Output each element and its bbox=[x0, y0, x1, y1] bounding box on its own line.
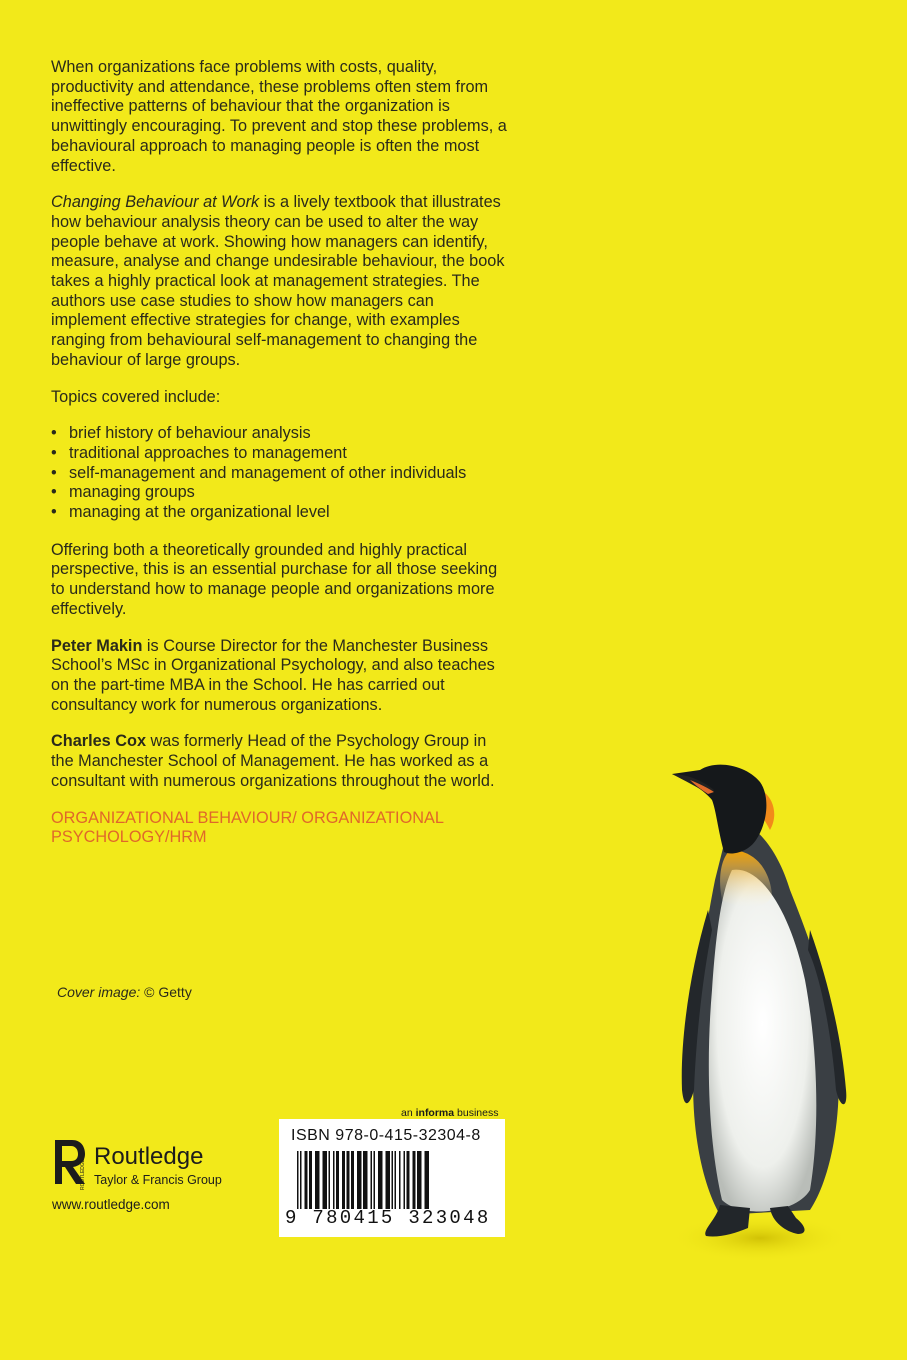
barcode-bar bbox=[413, 1151, 416, 1209]
blurb-column bbox=[51, 58, 511, 865]
barcode-bar bbox=[378, 1151, 383, 1209]
routledge-logo-icon bbox=[52, 1138, 88, 1192]
barcode-bars bbox=[293, 1151, 493, 1211]
author-bio-makin bbox=[51, 637, 511, 716]
topics-list bbox=[51, 424, 511, 523]
barcode-bar bbox=[371, 1151, 373, 1209]
logo-lettering: ROUTLEDGE bbox=[80, 1158, 86, 1190]
barcode-bar bbox=[392, 1151, 394, 1209]
author-bio-cox bbox=[51, 732, 511, 791]
barcode-bar bbox=[425, 1151, 430, 1209]
list-item: • self-management and management of other individuals bbox=[51, 464, 511, 484]
barcode-bar bbox=[386, 1151, 391, 1209]
barcode bbox=[279, 1119, 505, 1237]
barcode-bar bbox=[333, 1151, 335, 1209]
cover-credit-label: Cover image: bbox=[57, 984, 141, 1000]
cover-credit bbox=[57, 984, 192, 1000]
barcode-bar bbox=[399, 1151, 401, 1209]
barcode-bar bbox=[417, 1151, 422, 1209]
subject-category: ORGANIZATIONAL BEHAVIOUR/ ORGANIZATIONAL PSYCHOLOGY/HRM bbox=[51, 808, 444, 847]
informa-tagline: an informa business bbox=[401, 1107, 499, 1119]
barcode-bar bbox=[336, 1151, 339, 1209]
barcode-bar bbox=[363, 1151, 368, 1209]
barcode-bar bbox=[357, 1151, 362, 1209]
informa-brand: informa bbox=[415, 1107, 455, 1119]
closing-paragraph: Offering both a theoretically grounded and highly practical perspective, this is an essential purchase for all those seeking to understand how to manage people and organizations more effectively. bbox=[51, 540, 498, 618]
barcode-digits: 9 780415 323048 bbox=[285, 1207, 491, 1229]
barcode-bar bbox=[351, 1151, 354, 1209]
author-name: Charles Cox bbox=[51, 732, 147, 751]
barcode-bar bbox=[305, 1151, 308, 1209]
description-text: is a lively textbook that illustrates how behaviour analysis theory can be used to alter the way people behave at work. Showing how managers can identify, measure, analyse and change undesirable behaviour, the book takes a highly practical look at management strategies. The authors use case studies to show how managers can implement effective strategies for change, with examples ranging from behavioural self-management to changing the behaviour of large groups. bbox=[51, 193, 505, 369]
isbn-label: ISBN 978-0-415-32304-8 bbox=[291, 1127, 481, 1144]
barcode-bar bbox=[395, 1151, 397, 1209]
barcode-bar bbox=[323, 1151, 328, 1209]
barcode-bar bbox=[309, 1151, 312, 1209]
penguin-image bbox=[660, 760, 860, 1280]
list-item: • traditional approaches to management bbox=[51, 444, 511, 464]
barcode-bar bbox=[374, 1151, 376, 1209]
barcode-bar bbox=[407, 1151, 410, 1209]
barcode-bar bbox=[404, 1151, 406, 1209]
barcode-bar bbox=[300, 1151, 302, 1209]
author-name: Peter Makin bbox=[51, 636, 143, 655]
list-item: • managing groups bbox=[51, 483, 511, 503]
publisher-name: Routledge bbox=[94, 1143, 204, 1170]
publisher-url: www.routledge.com bbox=[52, 1197, 170, 1212]
barcode-bar bbox=[347, 1151, 350, 1209]
barcode-bar bbox=[297, 1151, 299, 1209]
list-item: • brief history of behaviour analysis bbox=[51, 424, 511, 444]
author-bio-text: is Course Director for the Manchester Business School’s MSc in Organizational Psychology, and also teaches on the part-time MBA in the School. He has carried out consultancy work for numerous organizations. bbox=[51, 636, 495, 714]
description-paragraph bbox=[51, 193, 511, 370]
barcode-bar bbox=[342, 1151, 345, 1209]
author-bio-text: was formerly Head of the Psychology Group in the Manchester School of Management. He has worked as a consultant with numerous organizations throughout the world. bbox=[51, 732, 495, 790]
cover-credit-value: © Getty bbox=[140, 984, 192, 1000]
book-title: Changing Behaviour at Work bbox=[51, 193, 260, 212]
list-item: • managing at the organizational level bbox=[51, 503, 511, 523]
publisher-group: Taylor & Francis Group bbox=[94, 1173, 222, 1187]
intro-paragraph: When organizations face problems with costs, quality, productivity and attendance, these problems often stem from ineffective patterns of behaviour that the organization is unwittingly encouraging. To prevent and stop these problems, a behavioural approach to managing people is often the most effective. bbox=[51, 58, 507, 175]
topics-heading: Topics covered include: bbox=[51, 387, 221, 406]
barcode-bar bbox=[329, 1151, 331, 1209]
barcode-bar bbox=[315, 1151, 320, 1209]
